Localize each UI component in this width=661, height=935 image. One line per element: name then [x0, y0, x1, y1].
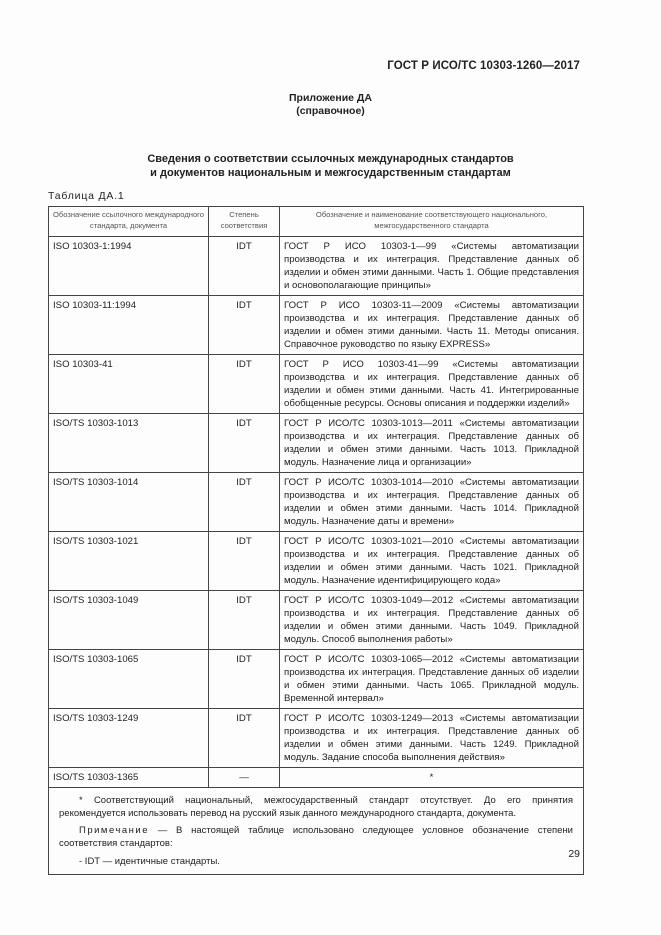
- note: [59, 824, 573, 850]
- table-row: [49, 532, 584, 591]
- header-national-standard: Обозначение и наименование соответствующего национального, межгосударственного стандарта: [280, 207, 584, 237]
- degree-of-correspondence: IDT: [209, 532, 280, 591]
- table-row: [49, 591, 584, 650]
- national-standard-title: ГОСТ Р ИСО 10303-41—99 «Системы автоматизации производства и их интеграция. Представление данных об изделии и обмен этими данными. Часть 41. Интегрированные обобщенные ресурсы. Основы описания и поддержки изделий»: [280, 355, 584, 414]
- table-notes-row: [49, 788, 584, 875]
- reference-standard-code: ISO 10303-41: [49, 355, 209, 414]
- national-standard-title: ГОСТ Р ИСО/ТС 10303-1249—2013 «Системы автоматизации производства и их интеграция. Представление данных об изделии и обмен этими данными. Часть 1249. Прикладной модуль. Задание способа выполнения действия»: [280, 709, 584, 768]
- table-row: [49, 237, 584, 296]
- header-degree: Степень соответствия: [209, 207, 280, 237]
- footnote: * Соответствующий национальный, межгосударственный стандарт отсутствует. До его принятия рекомендуется использовать перевод на русский язык данного международного стандарта, документа.: [59, 795, 573, 819]
- degree-of-correspondence: IDT: [209, 473, 280, 532]
- table-header-row: [49, 207, 584, 237]
- page-number: 29: [568, 848, 580, 860]
- degree-of-correspondence: IDT: [209, 355, 280, 414]
- table-row: [49, 650, 584, 709]
- degree-of-correspondence: IDT: [209, 237, 280, 296]
- degree-of-correspondence: IDT: [209, 296, 280, 355]
- reference-standard-code: ISO/TS 10303-1021: [49, 532, 209, 591]
- national-standard-title: ГОСТ Р ИСО/ТС 10303-1065—2012 «Системы автоматизации производства их интеграция. Представление данных об изделии и обмен этими данными. Часть 1065. Прикладной модуль. Временной интервал»: [280, 650, 584, 709]
- national-standard-title: ГОСТ Р ИСО 10303-1—99 «Системы автоматизации производства и их интеграция. Представление данных об изделии и обмен этими данными. Часть 1. Общие представления и основополагающие принципы»: [280, 237, 584, 296]
- reference-standard-code: ISO 10303-11:1994: [49, 296, 209, 355]
- table-row: [49, 709, 584, 768]
- degree-of-correspondence: IDT: [209, 414, 280, 473]
- standard-code: ГОСТ Р ИСО/ТС 10303-1260—2017: [387, 60, 580, 72]
- degree-of-correspondence: IDT: [209, 709, 280, 768]
- header-reference-standard: Обозначение ссылочного международного стандарта, документа: [49, 207, 209, 237]
- national-standard-title: ГОСТ Р ИСО 10303-11—2009 «Системы автоматизации производства и их интеграция. Представление данных об изделии и обмен этими данными. Часть 11. Методы описания. Справочное руководство по языку EXPRESS»: [280, 296, 584, 355]
- reference-standard-code: ISO/TS 10303-1013: [49, 414, 209, 473]
- table-row: [49, 414, 584, 473]
- note-label: Примечание: [79, 825, 149, 836]
- note-item: - IDT — идентичные стандарты.: [79, 856, 220, 867]
- degree-of-correspondence: IDT: [209, 591, 280, 650]
- table-notes: [49, 788, 584, 875]
- table-row: [49, 355, 584, 414]
- section-heading-line2: и документов национальным и межгосударственным стандартам: [150, 167, 511, 179]
- correspondence-table: [48, 206, 584, 875]
- degree-of-correspondence: IDT: [209, 650, 280, 709]
- national-standard-title: *: [280, 768, 584, 788]
- table-row: [49, 296, 584, 355]
- table-row: [49, 768, 584, 788]
- reference-standard-code: ISO/TS 10303-1049: [49, 591, 209, 650]
- reference-standard-code: ISO 10303-1:1994: [49, 237, 209, 296]
- reference-standard-code: ISO/TS 10303-1365: [49, 768, 209, 788]
- note-text: — В настоящей таблице использовано следующее условное обозначение степени соответствия стандартов:: [59, 825, 573, 849]
- reference-standard-code: ISO/TS 10303-1249: [49, 709, 209, 768]
- degree-of-correspondence: —: [209, 768, 280, 788]
- reference-standard-code: ISO/TS 10303-1065: [49, 650, 209, 709]
- table-label: Таблица ДА.1: [48, 190, 125, 202]
- appendix-title: Приложение ДА: [289, 92, 372, 104]
- national-standard-title: ГОСТ Р ИСО/ТС 10303-1049—2012 «Системы автоматизации производства и их интеграция. Представление данных об изделии и обмен этими данными. Часть 1049. Прикладной модуль. Способ выполнения работы»: [280, 591, 584, 650]
- reference-standard-code: ISO/TS 10303-1014: [49, 473, 209, 532]
- table-row: [49, 473, 584, 532]
- appendix-type: (справочное): [296, 105, 365, 117]
- national-standard-title: ГОСТ Р ИСО/ТС 10303-1014—2010 «Системы автоматизации производства и их интеграция. Представление данных об изделии и обмен этими данными. Часть 1014. Прикладной модуль. Назначение даты и времени»: [280, 473, 584, 532]
- national-standard-title: ГОСТ Р ИСО/ТС 10303-1013—2011 «Системы автоматизации производства и их интеграция. Представление данных об изделии и обмен этими данными. Часть 1013. Прикладной модуль. Назначение лица и организации»: [280, 414, 584, 473]
- national-standard-title: ГОСТ Р ИСО/ТС 10303-1021—2010 «Системы автоматизации производства и их интеграция. Представление данных об изделии и обмен этими данными. Часть 1021. Прикладной модуль. Назначение идентифицирующего кода»: [280, 532, 584, 591]
- section-heading-line1: Сведения о соответствии ссылочных международных стандартов: [147, 153, 514, 165]
